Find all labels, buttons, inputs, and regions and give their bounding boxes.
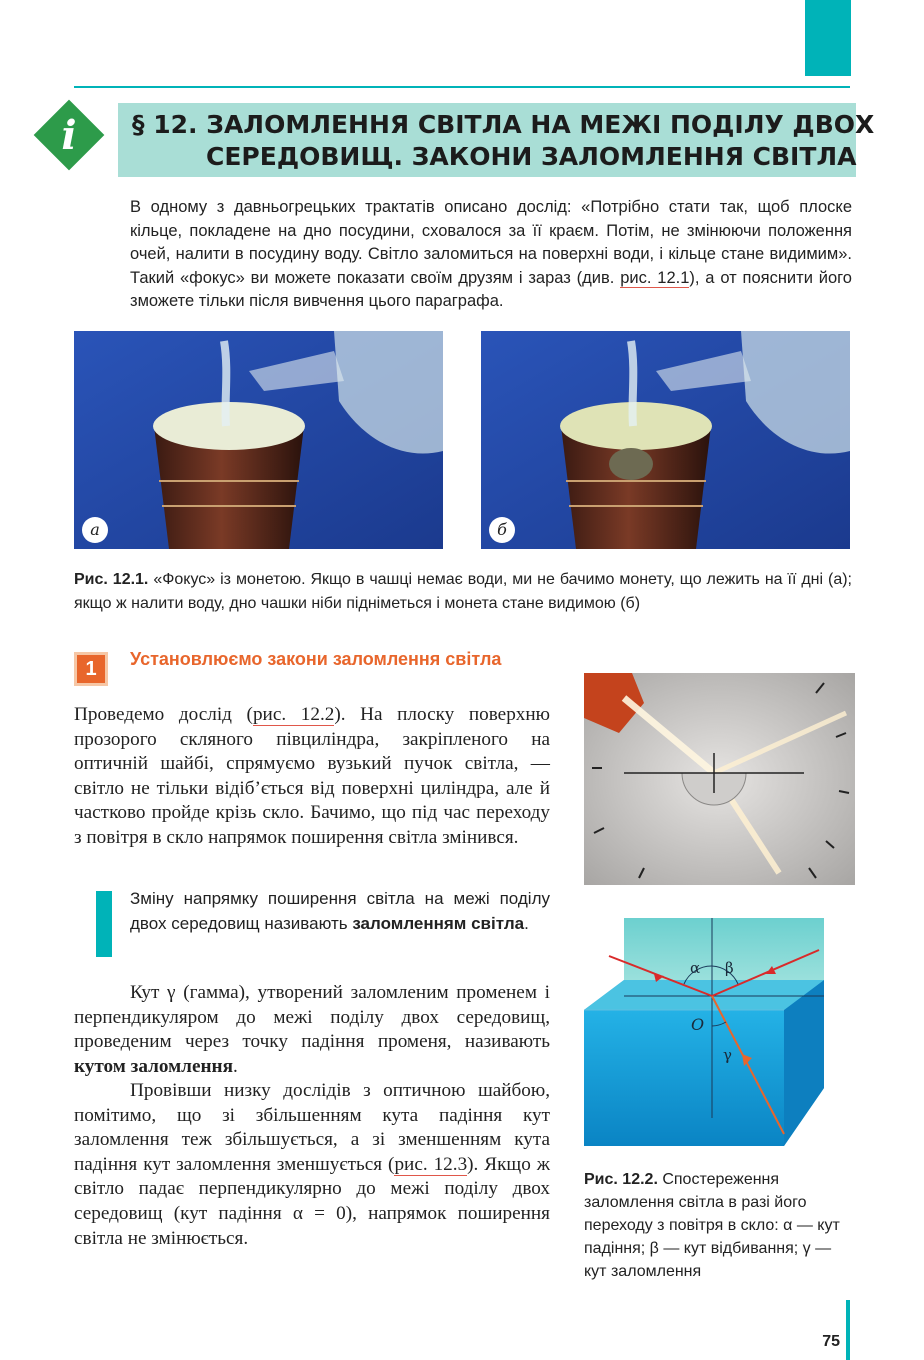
caption-text: Спостереження заломлення світла в разі його переходу з повітря в скло: α — кут падіння; β — кут відбивання; γ — кут заломлення [584,1171,840,1280]
figure-12-1-caption [74,568,852,616]
photo-optical-disk [584,673,855,885]
top-rule [74,86,850,88]
caption-label: Рис. 12.1. [74,571,149,588]
caption-text: «Фокус» із монетою. Якщо в чашці немає води, ми не бачимо монету, що лежить на її дні (а); якщо ж налити воду, дно чашки ніби підніметься і монета стане видимою (б) [74,571,853,612]
info-icon-letter: i [61,112,77,159]
section-number-badge: 1 [74,652,108,686]
intro-text: В одному з давньогрецьких трактатів описано дослід: «Потрібно стати так, щоб плоске кільце, покладене на дно посудини, сховалося за її краєм. Потім, не змінюючи положення очей, налити в посудину воду. Світло заломиться на поверхні води, і кільце стане видимим». Такий «фокус» ви можете показати своїм друзям і зараз (див. [130,198,852,287]
page-title-line-2: СЕРЕДОВИЩ. ЗАКОНИ ЗАЛОМЛЕННЯ СВІТЛА [206,142,857,171]
term-refraction-angle: кутом заломлення [74,1055,233,1077]
para-text-end: . [232,1055,238,1077]
figure-ref-link[interactable]: рис. 12.2 [252,704,335,725]
figure-ref-link[interactable]: рис. 12.1 [620,268,690,287]
photo-label-b: б [489,517,515,543]
section-heading: Установлюємо закони заломлення світла [130,649,502,669]
caption-label: Рис. 12.2. [584,1171,658,1188]
para-text: ). На плоску поверхню прозорого скляного півциліндра, закріпленого на оптичній шайбі, спрямуємо вузький пучок світла, — світло не тільки відіб’ється від поверхні циліндра, але й частково пройде крізь скло. Бачимо, що під час переходу з повітря в скло напрямок поширення світла змінився. [74,704,550,848]
point-o-label: O [691,1015,705,1034]
beta-label: β [725,959,734,977]
intro-text-end: ), а от пояснити його зможете тільки після вивчення цього параграфа. [130,268,852,311]
paragraph-experiment [74,703,550,851]
para-text: Провівши низку дослідів з оптичною шайбою, помітимо, що зі збільшенням кута падіння кут заломлення теж збільшується, а зі зменшенням кута падіння кут заломлення зменшується ( [74,1080,550,1175]
refraction-diagram [584,918,856,1153]
page-number-bar [846,1300,850,1360]
top-tab-marker [805,0,851,76]
para-text: ). Якщо ж світло падає перпендикулярно до межі поділу двох середовищ (кут падіння α = 0), напрямок поширення світла не змінюється. [74,1153,551,1249]
para-text: Проведемо дослід ( [74,704,253,725]
definition-term: заломленням світла [352,913,525,933]
definition-box [130,887,550,936]
gamma-label: γ [723,1046,732,1064]
paragraph-refraction-angle [74,981,550,1079]
photo-label-a: а [82,517,108,543]
figure-ref-link[interactable]: рис. 12.3 [394,1153,468,1175]
paragraph-experiments [74,1079,550,1251]
page-number: 75 [822,1333,840,1350]
definition-text: Зміну напрямку поширення світла на межі поділу двох середовищ називають [130,889,550,933]
definition-end: . [524,913,529,933]
photo-cup-empty [74,331,443,549]
photo-cup-with-water [481,331,850,549]
definition-bar [96,891,112,957]
para-text: Кут γ (гамма), утворений заломленим променем і перпендикуляром до межі поділу двох середовищ, проведеним через точку падіння променя, називають [74,982,550,1053]
figure-12-2-caption [584,1168,846,1283]
intro-paragraph [130,196,852,314]
page-title-line-1: § 12. ЗАЛОМЛЕННЯ СВІТЛА НА МЕЖІ ПОДІЛУ ДВОХ [132,110,875,139]
alpha-label: α [690,959,701,977]
